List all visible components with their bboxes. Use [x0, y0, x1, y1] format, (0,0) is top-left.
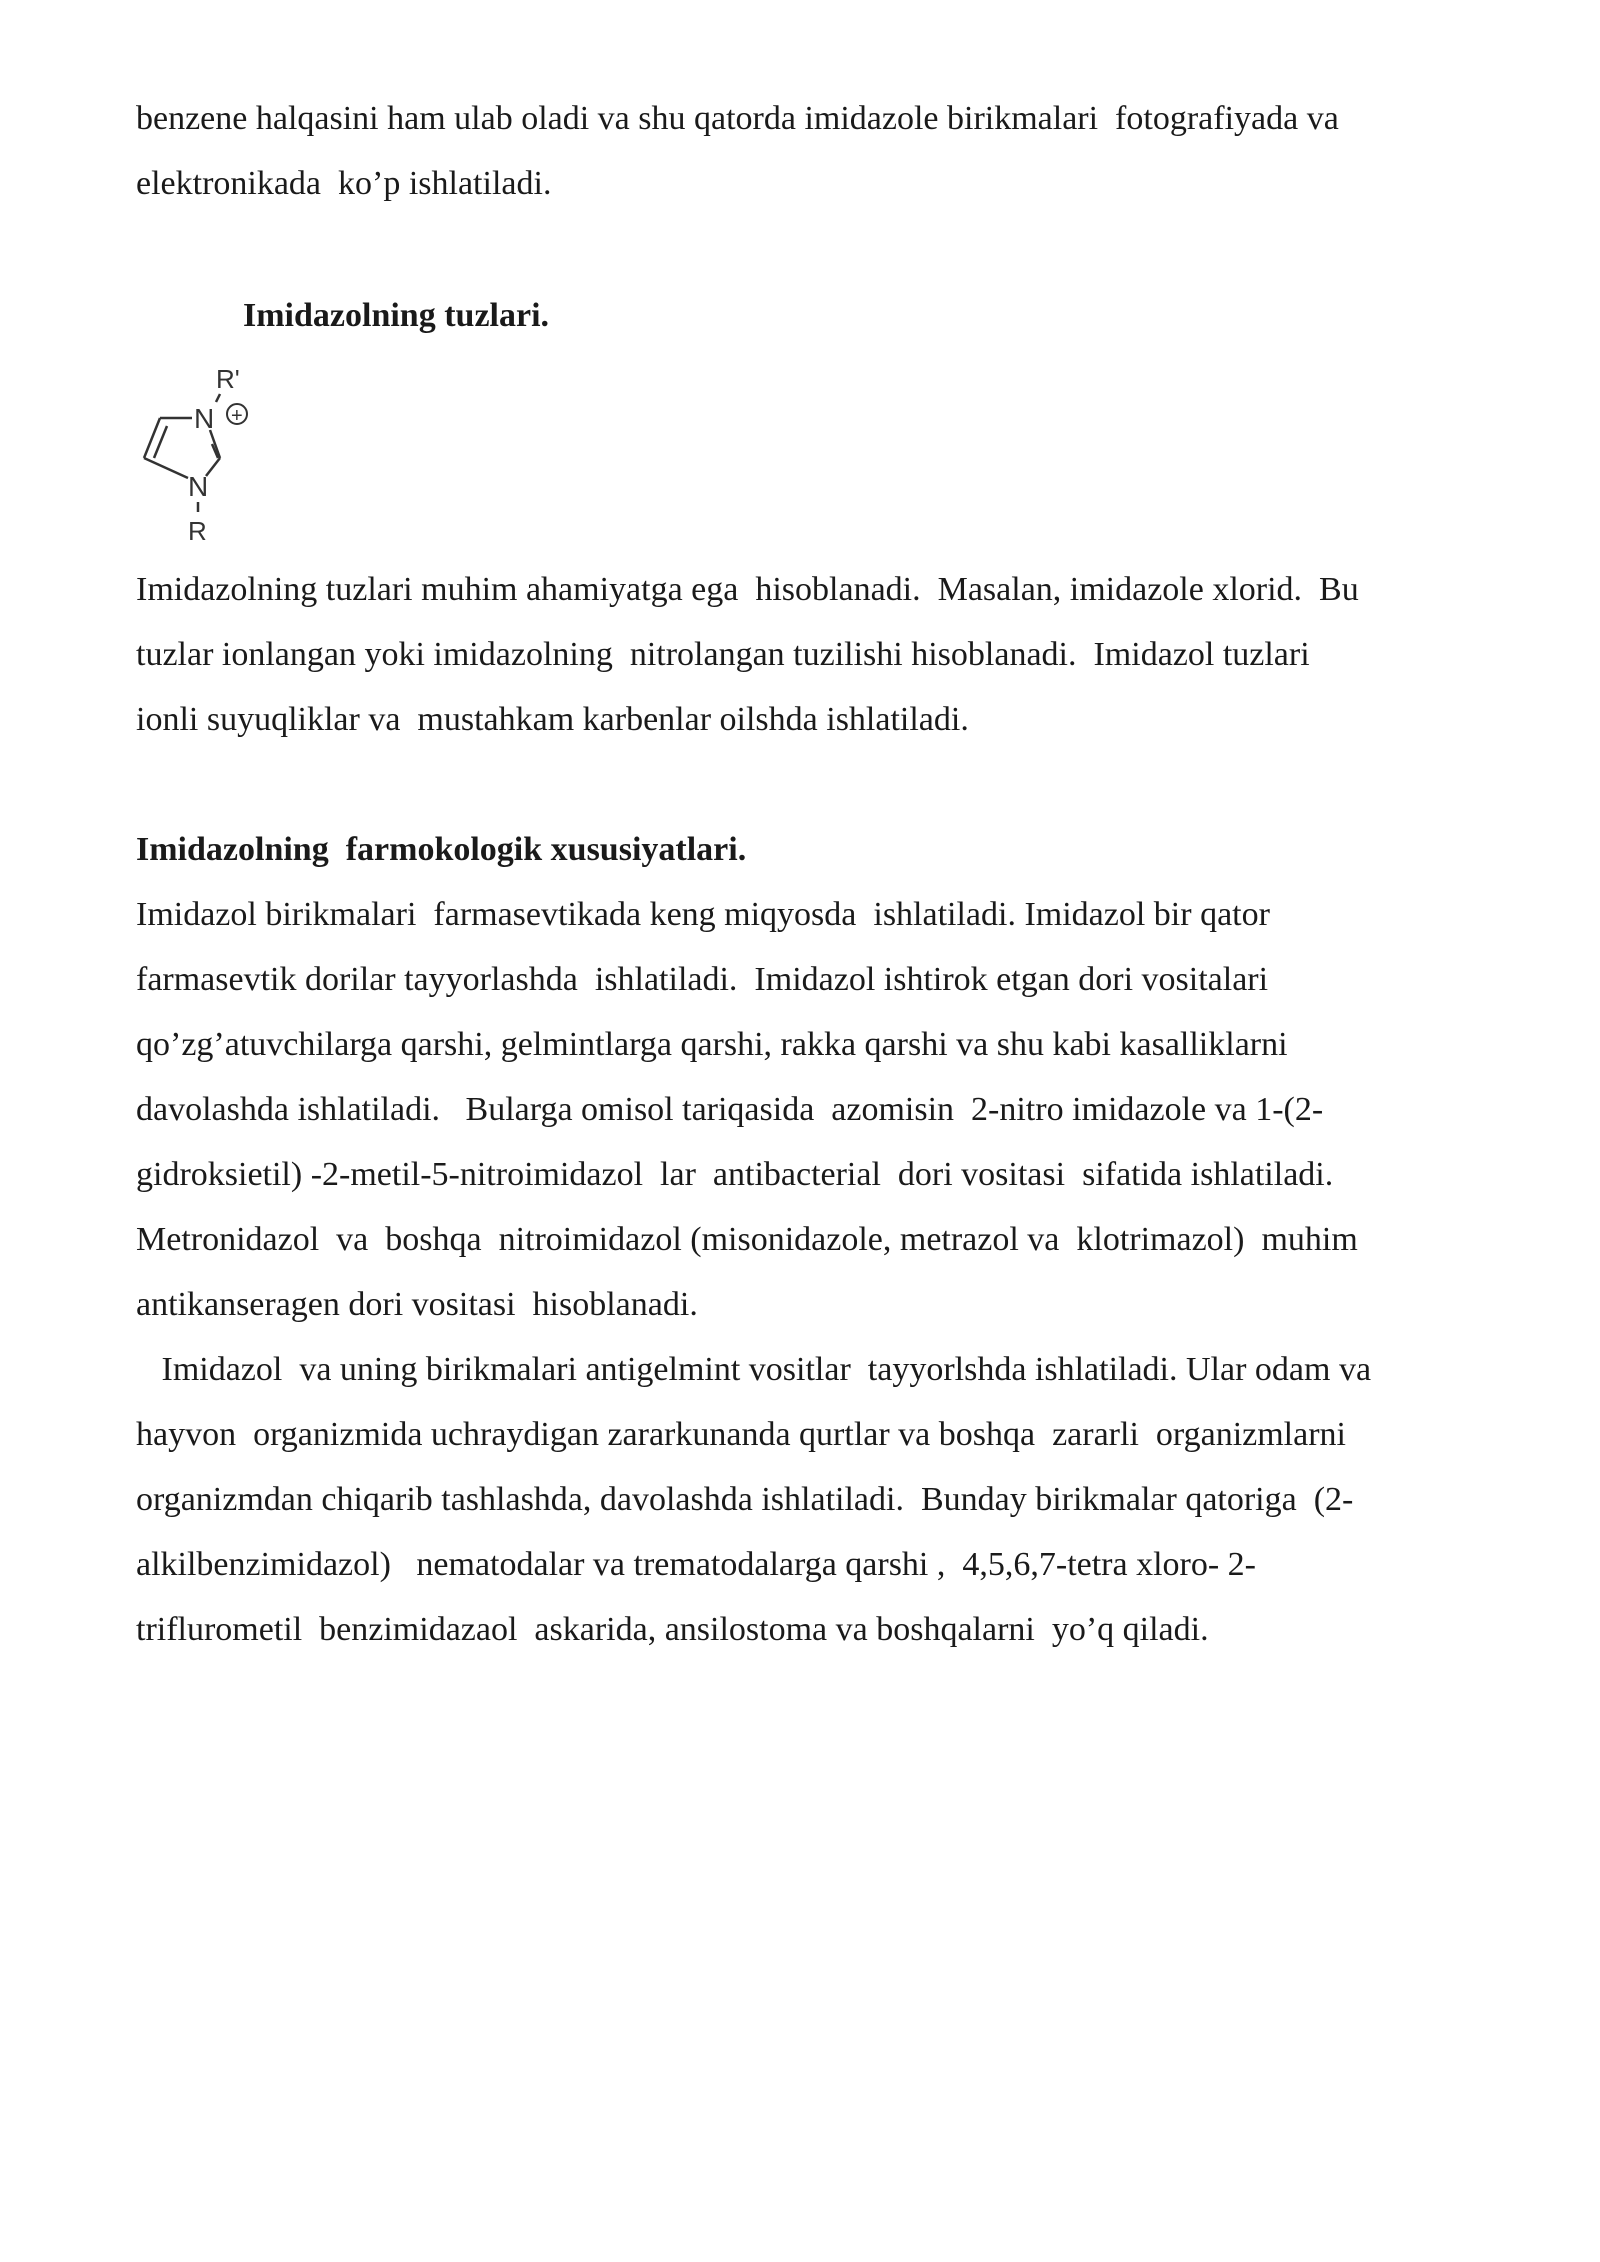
pharma-line-4: davolashda ishlatiladi. Bularga omisol tariqasida azomisin 2-nitro imidazole va 1-(2- [136, 1091, 1324, 1128]
salts-line-2: tuzlar ionlangan yoki imidazolning nitrolangan tuzilishi hisoblanadi. Imidazol tuzlari [136, 636, 1310, 673]
anthelmintic-line-1: Imidazol va uning birikmalari antigelmint vositlar tayyorlshda ishlatiladi. Ular odam va [136, 1351, 1372, 1388]
salts-heading: Imidazolning tuzlari. [243, 297, 550, 334]
structure-top-substituent: R' [216, 364, 240, 394]
pharma-line-2: farmasevtik dorilar tayyorlashda ishlatiladi. Imidazol ishtirok etgan dori vositalari [136, 961, 1269, 998]
intro-line-2: elektronikada ko’p ishlatiladi. [136, 165, 552, 202]
structure-bottom-atom: N [188, 471, 209, 502]
salts-line-1: Imidazolning tuzlari muhim ahamiyatga ega hisoblanadi. Masalan, imidazole xlorid. Bu [136, 571, 1359, 608]
pharma-line-1: Imidazol birikmalari farmasevtikada keng miqyosda ishlatiladi. Imidazol bir qator [136, 896, 1270, 933]
structure-charge: + [231, 405, 243, 427]
pharma-line-3: qo’zg’atuvchilarga qarshi, gelmintlarga qarshi, rakka qarshi va shu kabi kasalliklarni [136, 1026, 1288, 1063]
salts-line-3: ionli suyuqliklar va mustahkam karbenlar oilshda ishlatiladi. [136, 701, 969, 738]
pharma-line-5: gidroksietil) -2-metil-5-nitroimidazol lar antibacterial dori vositasi sifatida ishlatiladi. [136, 1156, 1334, 1193]
intro-line-1: benzene halqasini ham ulab oladi va shu qatorda imidazole birikmalari fotografiyada va [136, 100, 1339, 137]
structure-top-atom: N [194, 403, 215, 434]
anthelmintic-line-3: organizmdan chiqarib tashlashda, davolashda ishlatiladi. Bunday birikmalar qatoriga (2- [136, 1481, 1354, 1518]
pharma-heading: Imidazolning farmokologik xususiyatlari. [136, 831, 747, 868]
pharma-line-7: antikanseragen dori vositasi hisoblanadi. [136, 1286, 698, 1323]
anthelmintic-line-4: alkilbenzimidazol) nematodalar va trematodalarga qarshi , 4,5,6,7-tetra xloro- 2- [136, 1546, 1257, 1583]
pharma-line-6: Metronidazol va boshqa nitroimidazol (misonidazole, metrazol va klotrimazol) muhim [136, 1221, 1358, 1258]
structure-bottom-substituent: R [188, 516, 207, 546]
imidazolium-structure [130, 358, 260, 548]
anthelmintic-line-5: triflurometil benzimidazaol askarida, ansilostoma va boshqalarni yo’q qiladi. [136, 1611, 1209, 1648]
anthelmintic-line-2: hayvon organizmida uchraydigan zararkunanda qurtlar va boshqa zararli organizmlarni [136, 1416, 1346, 1453]
